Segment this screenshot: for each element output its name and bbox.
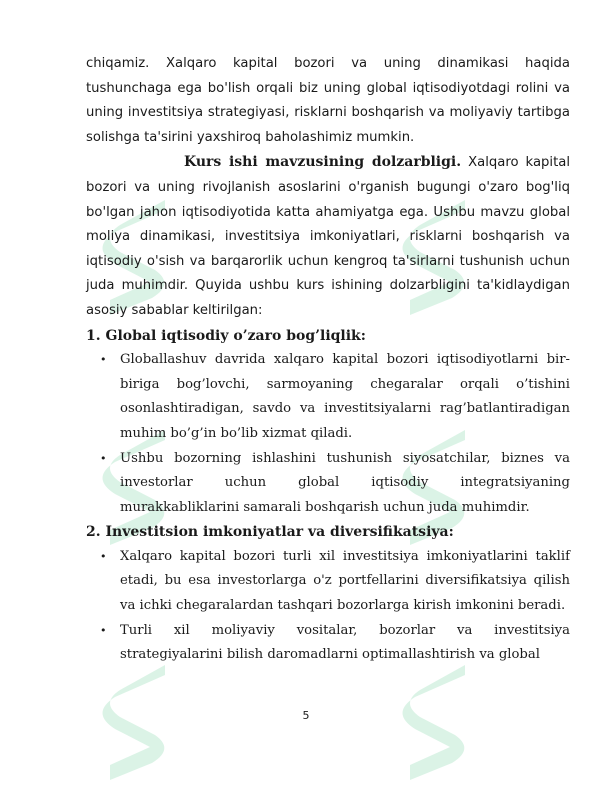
list-item-text: Xalqaro kapital bozori turli xil investitsiya imkoniyatlarini taklif etadi, bu esa investorlarga o'z portfellarini diversifikatsiya qilish va ichki chegaralardan tashqari bozorlarga kirish imkonini beradi. — [120, 548, 570, 614]
bullet-icon: • — [100, 623, 107, 637]
list-item-text: Globallashuv davrida xalqaro kapital bozori iqtisodiyotlarni bir-biriga bog’lovchi, sarmoyaning chegaralar orqali o’tishini osonlashtiradigan, savdo va investitsiyalarni rag’batlantiradigan muhim bo’g’in bo’lib xizmat qiladi. — [120, 352, 570, 441]
list-item — [86, 447, 570, 521]
relevance-text: Xalqaro kapital bozori va uning rivojlanish asoslarini o'rganish bugungi o'zaro bog'liq bo'lgan jahon iqtisodiyotida katta ahamiyatga ega. Ushbu mavzu global moliya dinamikasi, investitsiya imkoniyatlari, risklarni boshqarish va iqtisodiy o'sish va barqarorlik uchun kengroq ta'sirlarni tushunish uchun juda muhimdir. Quyida ushbu kurs ishining dolzarbligini ta'kidlaydigan asosiy sabablar keltirilgan: — [86, 155, 570, 318]
list-item-text: Turli xil moliyaviy vositalar, bozorlar va investitsiya strategiyalarini bilish daromadlarni optimallashtirish va global — [120, 622, 570, 663]
page-number: 5 — [302, 709, 310, 722]
relevance-title: Kurs ishi mavzusining dolzarbligi. — [184, 154, 462, 171]
relevance-paragraph — [86, 150, 570, 323]
section-heading-1: 1. Global iqtisodiy o’zaro bog’liqlik: — [86, 327, 366, 344]
list-item — [86, 619, 570, 668]
bullet-icon: • — [100, 353, 107, 367]
bullet-list-1 — [86, 348, 570, 520]
bullet-icon: • — [100, 451, 107, 465]
list-item — [86, 545, 570, 619]
list-item-text: Ushbu bozorning ishlashini tushunish siyosatchilar, biznes va investorlar uchun global iqtisodiy integratsiyaning murakkabliklarini samarali boshqarish uchun juda muhimdir. — [120, 450, 570, 515]
section-heading-2: 2. Investitsion imkoniyatlar va diversifikatsiya: — [86, 524, 454, 541]
bullet-list-2 — [86, 545, 570, 668]
intro-paragraph: chiqamiz. Xalqaro kapital bozori va uning dinamikasi haqida tushunchaga ega bo'lish orqali biz uning global iqtisodiyotdagi rolini va uning investitsiya strategiyasi, risklarni boshqarish va moliyaviy tartibga solishga ta'sirini yaxshiroq baholashimiz mumkin. — [86, 56, 570, 145]
document-body — [86, 52, 570, 668]
list-item — [86, 348, 570, 446]
bullet-icon: • — [100, 549, 107, 563]
